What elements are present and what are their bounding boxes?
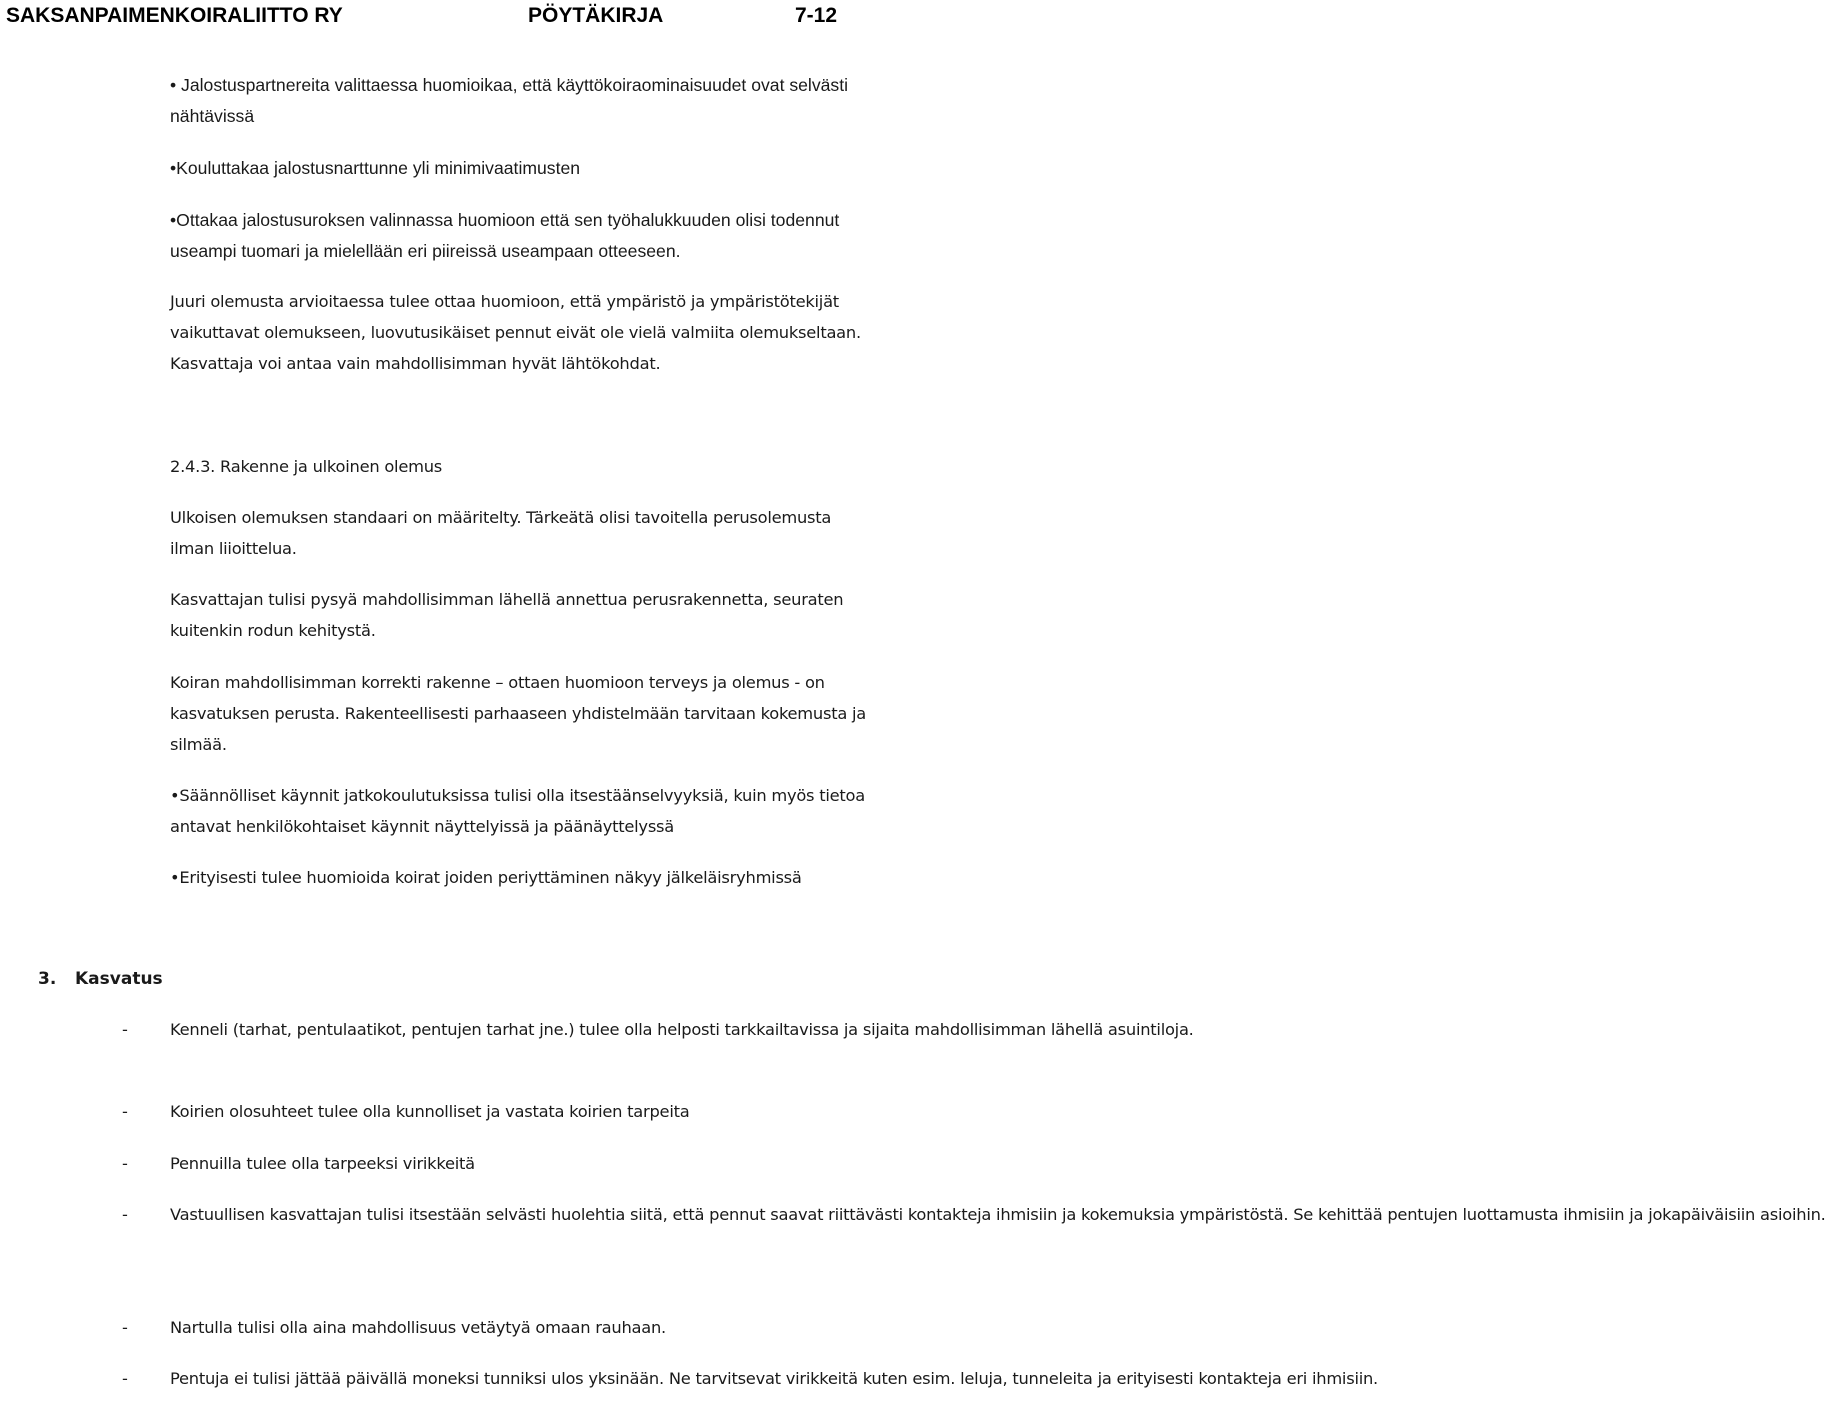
text-line: Koiran mahdollisimman korrekti rakenne – ottaen huomioon terveys ja olemus - on bbox=[170, 673, 825, 692]
text-line: vaikuttavat olemukseen, luovutusikäiset pennut eivät ole vielä valmiita olemukseltaan. bbox=[170, 323, 861, 342]
paragraph bbox=[170, 584, 843, 646]
bullet-item bbox=[170, 70, 848, 132]
dash-marker: - bbox=[122, 1318, 128, 1337]
text-line: kasvatuksen perusta. Rakenteellisesti parhaaseen yhdistelmään tarvitaan kokemusta ja bbox=[170, 704, 867, 723]
text-line: luottamusta ihmisiin ja jokapäiväisiin asioihin. bbox=[1462, 1205, 1826, 1224]
dash-marker: - bbox=[122, 1102, 128, 1121]
list-item-text bbox=[170, 1363, 1378, 1394]
header-page-ref: 7-12 bbox=[795, 4, 838, 27]
text-line: Juuri olemusta arvioitaessa tulee ottaa huomioon, että ympäristö ja ympäristötekijät bbox=[170, 292, 839, 311]
text-line: Koirien olosuhteet tulee olla kunnolliset ja vastata koirien tarpeita bbox=[170, 1102, 690, 1121]
paragraph bbox=[170, 667, 866, 760]
text-line: nähtävissä bbox=[170, 106, 255, 126]
text-line: riittävästi kontakteja ihmisiin ja kokemuksia ympäristöstä. Se kehittää pentujen bbox=[828, 1205, 1458, 1224]
dash-marker: - bbox=[122, 1369, 128, 1388]
paragraph-appearance bbox=[170, 286, 861, 379]
text-line: kuitenkin rodun kehitystä. bbox=[170, 621, 376, 640]
dash-marker: - bbox=[122, 1205, 128, 1224]
text-line: • Jalostuspartnereita valittaessa huomioikaa, että käyttökoiraominaisuudet ovat selvästi bbox=[170, 75, 849, 95]
dash-marker: - bbox=[122, 1020, 128, 1039]
page-header bbox=[6, 3, 946, 29]
text-line: Pennuilla tulee olla tarpeeksi virikkeitä bbox=[170, 1154, 475, 1173]
text-line: sijaita mahdollisimman lähellä asuintiloja. bbox=[862, 1020, 1194, 1039]
subsection-heading bbox=[170, 451, 442, 482]
bullet-item bbox=[170, 205, 839, 267]
text-line: 2.4.3. Rakenne ja ulkoinen olemus bbox=[170, 457, 442, 476]
bullet-item bbox=[170, 780, 865, 842]
text-line: Kasvattajan tulisi pysyä mahdollisimman lähellä annettua perusrakennetta, seuraten bbox=[170, 590, 844, 609]
list-item-text bbox=[170, 1312, 666, 1343]
header-document-type: PÖYTÄKIRJA bbox=[528, 4, 664, 27]
text-line: •Kouluttakaa jalostusnarttunne yli minimivaatimusten bbox=[170, 158, 581, 178]
text-line: silmää. bbox=[170, 735, 227, 754]
text-line: antavat henkilökohtaiset käynnit näyttelyissä ja päänäyttelyssä bbox=[170, 817, 675, 836]
text-line: Kasvattaja voi antaa vain mahdollisimman hyvät lähtökohdat. bbox=[170, 354, 661, 373]
text-line: Ulkoisen olemuksen standaari on määritelty. Tärkeätä olisi tavoitella perusolemusta bbox=[170, 508, 832, 527]
text-line: useampi tuomari ja mielellään eri piireissä useampaan otteeseen. bbox=[170, 241, 681, 261]
section-title: Kasvatus bbox=[75, 969, 163, 989]
text-line: ilman liioittelua. bbox=[170, 539, 297, 558]
text-line: Kenneli (tarhat, pentulaatikot, pentujen tarhat jne.) tulee olla helposti tarkkailtavissa ja bbox=[170, 1020, 858, 1039]
text-line: kuten esim. leluja, tunneleita ja erityisesti kontakteja eri ihmisiin. bbox=[862, 1369, 1378, 1388]
section-number: 3. bbox=[38, 969, 57, 989]
header-organization: SAKSANPAIMENKOIRALIITTO RY bbox=[6, 4, 343, 27]
text-line: •Säännölliset käynnit jatkokoulutuksissa tulisi olla itsestäänselvyyksiä, kuin myös tietoa bbox=[170, 786, 865, 805]
paragraph bbox=[170, 502, 831, 564]
text-line: Vastuullisen kasvattajan tulisi itsestään selvästi huolehtia siitä, että pennut saavat bbox=[170, 1205, 824, 1224]
text-line: •Erityisesti tulee huomioida koirat joiden periyttäminen näkyy jälkeläisryhmissä bbox=[170, 868, 802, 887]
list-item-text bbox=[170, 1096, 689, 1127]
dash-marker: - bbox=[122, 1154, 128, 1173]
list-item-text bbox=[170, 1199, 1826, 1230]
bullet-item bbox=[170, 153, 580, 184]
list-item-text bbox=[170, 1148, 475, 1179]
text-line: Pentuja ei tulisi jättää päivällä moneksi tunniksi ulos yksinään. Ne tarvitsevat virikkeitä bbox=[170, 1369, 858, 1388]
list-item-text bbox=[170, 1014, 1194, 1045]
text-line: •Ottakaa jalostusuroksen valinnassa huomioon että sen työhalukkuuden olisi todennut bbox=[170, 210, 840, 230]
text-line: Nartulla tulisi olla aina mahdollisuus vetäytyä omaan rauhaan. bbox=[170, 1318, 666, 1337]
bullet-item bbox=[170, 862, 802, 893]
